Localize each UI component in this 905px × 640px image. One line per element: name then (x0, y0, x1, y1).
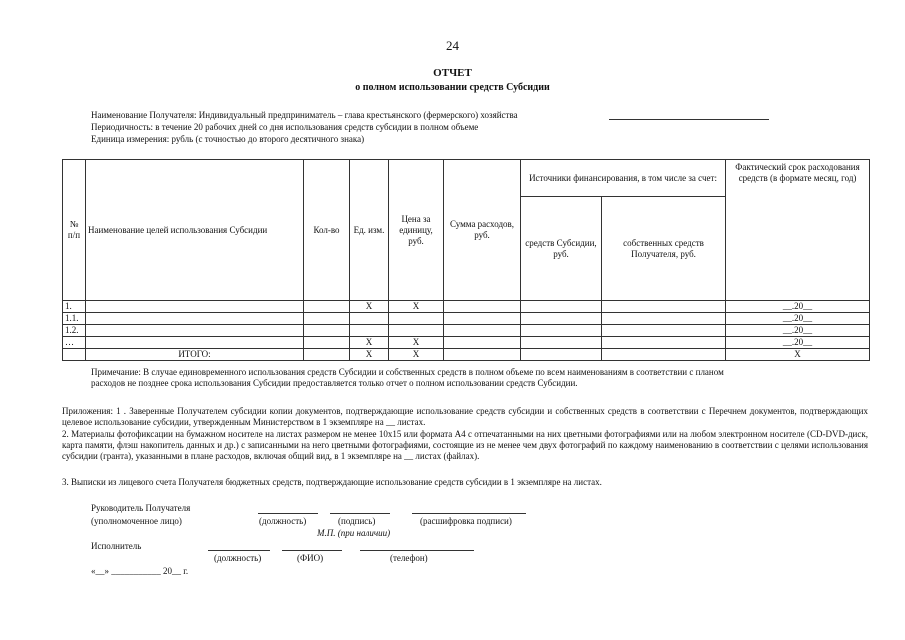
appendix-2: 2. Материалы фотофиксации на бумажном носителе на листах размером не менее 10х15 или формата А4 с отпечатанными на них цветными фотографиями или на любом электронном носителе (CD-DVD-диск, карта памяти, флэш накопитель данных и др.) с записанными на него цветными фотографиями, состоящие из не менее чем двух фотографий по каждому наименованию в соответствии с целями использования субсидии (гранта), указанными в плане расходов, включая общий вид, в 1 экземпляре на __ листах (файлах). (62, 429, 868, 461)
table-cell-unit (350, 325, 389, 337)
page-number: 24 (446, 38, 459, 53)
appendix-3: 3. Выписки из лицевого счета Получателя бюджетных средств, подтверждающие использование средств субсидии в 1 экземпляре на листах. (62, 477, 602, 487)
table-cell-deadline[interactable]: __.20__ (726, 325, 870, 337)
head-decoding-line[interactable] (412, 513, 526, 514)
total-row (63, 349, 870, 361)
header-own: собственных средств Получателя, руб. (602, 197, 726, 301)
total-label: ИТОГО: (86, 349, 304, 361)
table-cell-num: 1.1. (63, 313, 86, 325)
table-cell-subsidy[interactable] (521, 301, 602, 313)
table-cell-num: 1.2. (63, 325, 86, 337)
table-cell-name[interactable] (86, 301, 304, 313)
head-position-line[interactable] (258, 513, 318, 514)
header-num: № п/п (63, 160, 86, 301)
table-cell-price: X (389, 301, 444, 313)
header-sources: Источники финансирования, в том числе за счет: (521, 160, 726, 197)
note-line-2: расходов не позднее срока использования Субсидии предоставляется только отчет о полном использовании средств Субсидии. (91, 378, 578, 388)
head-label: Руководитель Получателя (91, 503, 191, 513)
table-cell-sum[interactable] (444, 301, 521, 313)
table-cell-name[interactable] (86, 337, 304, 349)
table-cell-price (389, 325, 444, 337)
header-name: Наименование целей использования Субсидии (86, 160, 304, 301)
table-cell-qty[interactable] (304, 325, 350, 337)
table-cell-price (389, 313, 444, 325)
table-cell-own[interactable] (602, 301, 726, 313)
stamp-caption: М.П. (при наличии) (317, 528, 391, 538)
period-line: Периодичность: в течение 20 рабочих дней со дня использования средств субсидии в полном объеме (91, 122, 479, 132)
header-subsidy: средств Субсидии, руб. (521, 197, 602, 301)
table-row (63, 313, 870, 325)
table-cell-deadline[interactable]: __.20__ (726, 337, 870, 349)
decoding-caption: (расшифровка подписи) (420, 516, 512, 526)
header-qty: Кол-во (304, 160, 350, 301)
header-unit: Ед. изм. (350, 160, 389, 301)
total-price: X (389, 349, 444, 361)
executor-phone-line[interactable] (360, 550, 474, 551)
table-cell-unit: X (350, 337, 389, 349)
report-title: ОТЧЕТ (433, 67, 472, 79)
table-cell-name[interactable] (86, 313, 304, 325)
table-cell-num: 1. (63, 301, 86, 313)
table-cell-sum[interactable] (444, 313, 521, 325)
table-cell-name[interactable] (86, 325, 304, 337)
recipient-line (91, 110, 518, 120)
executor-phone-caption: (телефон) (390, 553, 428, 563)
report-table (62, 159, 870, 361)
recipient-label: Наименование Получателя: Индивидуальный предприниматель – глава крестьянского (фермерского) хозяйства (91, 110, 518, 120)
executor-position-caption: (должность) (214, 553, 262, 563)
table-cell-sum[interactable] (444, 337, 521, 349)
table-row (63, 325, 870, 337)
table-cell-price: X (389, 337, 444, 349)
position-caption: (должность) (259, 516, 307, 526)
header-sum: Сумма расходов, руб. (444, 160, 521, 301)
unit-line: Единица измерения: рубль (с точностью до второго десятичного знака) (91, 134, 365, 144)
executor-fio-line[interactable] (282, 550, 342, 551)
note-line-1: Примечание: В случае единовременного использования средств Субсидии и собственных средств в полном объеме по всем наименованиям в соответствии с планом (91, 367, 724, 377)
table-cell-num: … (63, 337, 86, 349)
table-cell-deadline[interactable]: __.20__ (726, 313, 870, 325)
table-cell-unit (350, 313, 389, 325)
executor-fio-caption: (ФИО) (297, 553, 324, 563)
head-signature-line[interactable] (330, 513, 390, 514)
table-cell-qty[interactable] (304, 301, 350, 313)
table-row (63, 301, 870, 313)
table-cell-subsidy[interactable] (521, 337, 602, 349)
table-cell-unit: X (350, 301, 389, 313)
table-cell-subsidy[interactable] (521, 313, 602, 325)
signature-caption: (подпись) (338, 516, 376, 526)
recipient-blank-line[interactable] (609, 119, 769, 120)
table-row (63, 337, 870, 349)
executor-position-line[interactable] (208, 550, 270, 551)
table-cell-sum[interactable] (444, 325, 521, 337)
date-line: «__» ___________ 20__ г. (91, 566, 189, 576)
table-cell-own[interactable] (602, 325, 726, 337)
report-subtitle: о полном использовании средств Субсидии (355, 82, 550, 93)
header-deadline: Фактический срок расходования средств (в формате месяц, год) (726, 160, 870, 301)
table-cell-qty[interactable] (304, 313, 350, 325)
table-cell-subsidy[interactable] (521, 325, 602, 337)
table-cell-deadline[interactable]: __.20__ (726, 301, 870, 313)
total-unit: X (350, 349, 389, 361)
table-cell-own[interactable] (602, 337, 726, 349)
appendix-1: Приложения: 1 . Заверенные Получателем субсидии копии документов, подтверждающие использование средств субсидии и собственных средств в соответствии с Перечнем документов, подтверждающих целевое использование субсидии, утвержденным Министерством в 1 экземпляре на __ листах. (62, 406, 868, 427)
table-cell-own[interactable] (602, 313, 726, 325)
header-price: Цена за единицу, руб. (389, 160, 444, 301)
head-sublabel: (уполномоченное лицо) (91, 516, 182, 526)
executor-label: Исполнитель (91, 541, 142, 551)
total-deadline: X (726, 349, 870, 361)
table-cell-qty[interactable] (304, 337, 350, 349)
